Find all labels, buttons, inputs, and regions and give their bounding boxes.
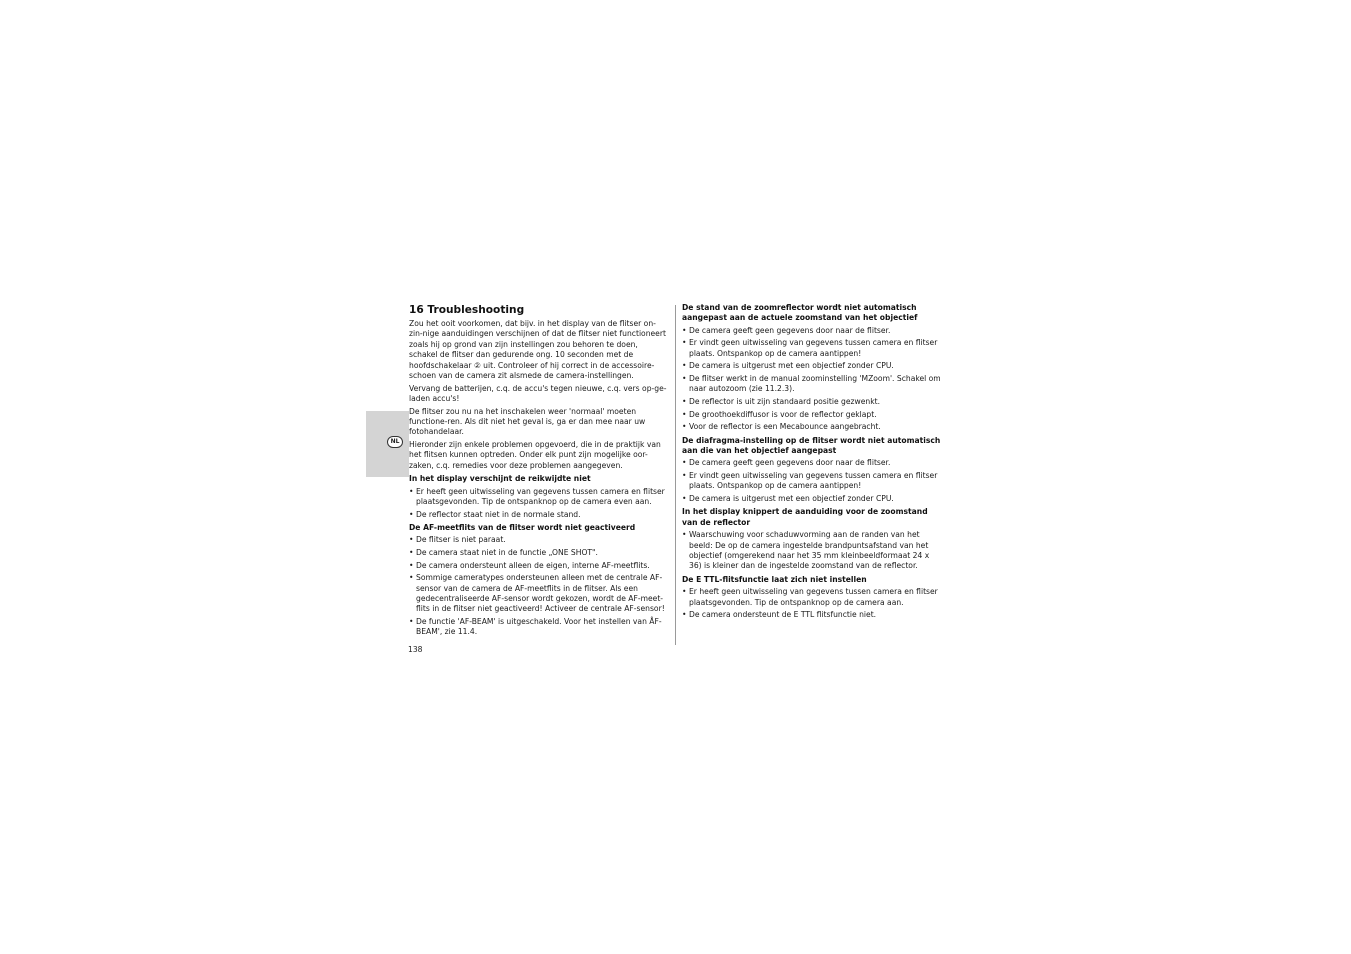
list-item: • De camera ondersteunt de E TTL flitsfunctie niet. (682, 610, 944, 620)
list-item: • De reflector is uit zijn standaard positie gezwenkt. (682, 397, 944, 407)
paragraph: Hieronder zijn enkele problemen opgevoerd, die in de praktijk van het flitsen kunnen optreden. Onder elk punt zijn mogelijke oor-zaken, c.q. remedies voor deze problemen aangegeven. (409, 440, 661, 470)
bullet-list (682, 458, 944, 504)
bullet-list (409, 535, 667, 637)
page-title: 16 Troubleshooting (409, 304, 525, 316)
list-item: • De flitser is niet paraat. (409, 535, 667, 545)
list-item: • De functie 'AF-BEAM' is uitgeschakeld. Voor het instellen van ÅF-BEAM', zie 11.4. (409, 617, 667, 638)
language-badge: NL (387, 436, 403, 448)
list-item: • De reflector staat niet in de normale stand. (409, 510, 667, 520)
list-item: • De camera geeft geen gegevens door naar de flitser. (682, 458, 944, 468)
list-item: • De camera is uitgerust met een objectief zonder CPU. (682, 494, 944, 504)
right-column (682, 303, 944, 623)
paragraph: Zou het ooit voorkomen, dat bijv. in het display van de flitser on-zin-nige aanduidingen verschijnen of dat de flitser niet functioneert zoals hij op grond van zijn instellingen zou behoren te doen, schakel de flitser dan gedurende ong. 10 seconden met de hoofdschakelaar ② uit. Controleer of hij correct in de accessoire-schoen van de camera zit alsmede de camera-instellingen. (409, 319, 666, 381)
list-item: • Waarschuwing voor schaduwvorming aan de randen van het beeld: De op de camera ingestelde brandpuntsafstand van het objectief (omgerekend naar het 35 mm kleinbeeldformaat 24 x 36) is kleiner dan de ingestelde zoomstand van de reflector. (682, 530, 944, 572)
bullet-list (409, 487, 667, 520)
left-column (409, 303, 667, 640)
language-tab (366, 411, 409, 477)
list-item: • De camera geeft geen gegevens door naar de flitser. (682, 326, 944, 336)
list-item: • De groothoekdiffusor is voor de reflector geklapt. (682, 410, 944, 420)
list-item: • De camera is uitgerust met een objectief zonder CPU. (682, 361, 944, 371)
bullet-list (682, 530, 944, 572)
section-heading: De AF-meetflits van de flitser wordt niet geactiveerd (409, 523, 636, 533)
list-item: • Er vindt geen uitwisseling van gegevens tussen camera en flitser plaats. Ontspankop op de camera aantippen! (682, 338, 944, 359)
section-heading: In het display verschijnt de reikwijdte niet (409, 474, 591, 484)
list-item: • De camera ondersteunt alleen de eigen, interne AF-meetflits. (409, 561, 667, 571)
paragraph: Vervang de batterijen, c.q. de accu's tegen nieuwe, c.q. vers op-ge-laden accu's! (409, 383, 667, 404)
list-item: • De flitser werkt in de manual zoominstelling 'MZoom'. Schakel om naar autozoom (zie 11.2.3). (682, 374, 944, 395)
bullet-list (682, 326, 944, 433)
section-heading: De stand van de zoomreflector wordt niet automatisch aangepast aan de actuele zoomstand van het objectief (682, 303, 918, 323)
section-heading: De E TTL-flitsfunctie laat zich niet instellen (682, 574, 867, 584)
section-heading: In het display knippert de aanduiding voor de zoomstand van de reflector (682, 507, 928, 527)
section-heading: De diafragma-instelling op de flitser wordt niet automatisch aan die van het objectief aangepast (682, 435, 941, 455)
list-item: • Er vindt geen uitwisseling van gegevens tussen camera en flitser plaats. Ontspankop op de camera aantippen! (682, 471, 944, 492)
page-number: 138 (408, 645, 423, 654)
list-item: • Voor de reflector is een Mecabounce aangebracht. (682, 422, 944, 432)
list-item: • De camera staat niet in de functie „ONE SHOT". (409, 548, 667, 558)
list-item: • Sommige cameratypes ondersteunen alleen met de centrale AF-sensor van de camera de AF-meetflits in de flitser. Als een gedecentraliseerde AF-sensor wordt gekozen, wordt de AF-meet-flits in de flitser niet geactiveerd! Activeer de centrale AF-sensor! (409, 573, 667, 615)
list-item: • Er heeft geen uitwisseling van gegevens tussen camera en flitser plaatsgevonden. Tip de ontspanknop op de camera aan. (682, 587, 944, 608)
paragraph: De flitser zou nu na het inschakelen weer 'normaal' moeten functione-ren. Als dit niet het geval is, ga er dan mee naar uw fotohandelaar. (409, 406, 646, 437)
bullet-list (682, 587, 944, 620)
column-divider (675, 305, 676, 645)
list-item: • Er heeft geen uitwisseling van gegevens tussen camera en flitser plaatsgevonden. Tip de ontspanknop op de camera even aan. (409, 487, 667, 508)
